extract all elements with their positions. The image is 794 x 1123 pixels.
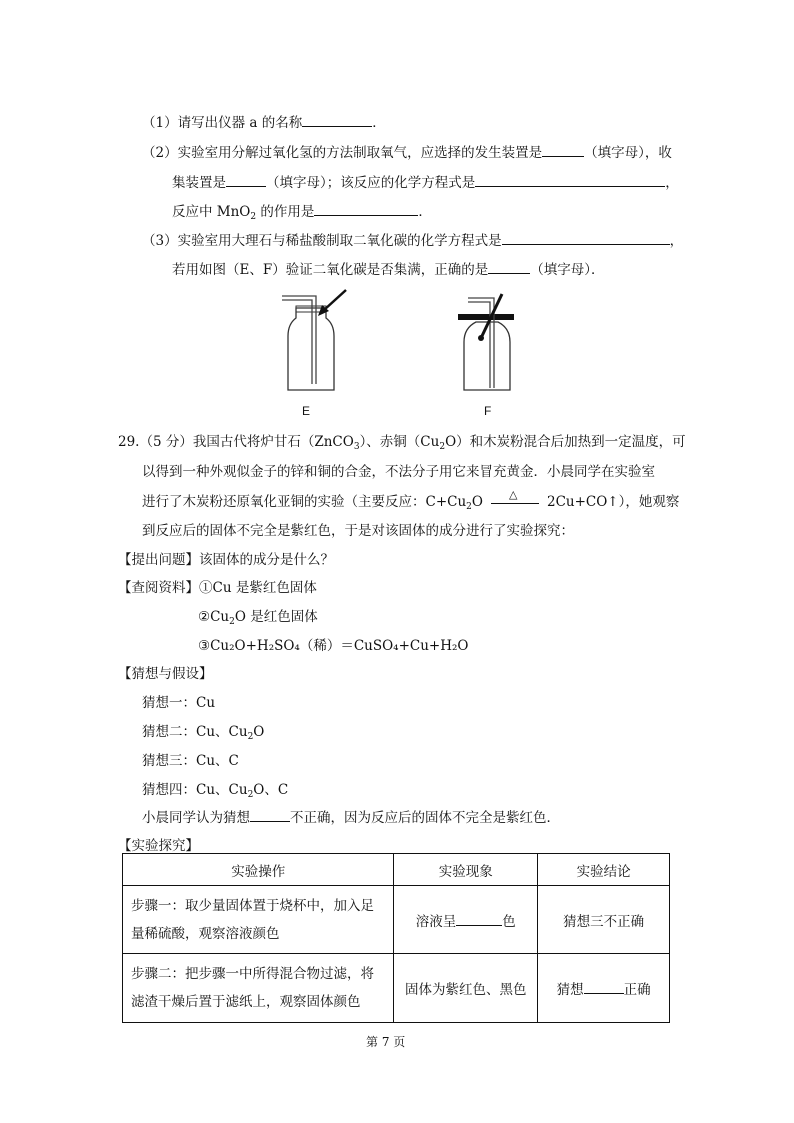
- q28-part2-line1: （2）实验室用分解过氧化氢的方法制取氧气，应选择的发生装置是 （填字母），收: [142, 141, 672, 161]
- q29-line1: 29.（5 分）我国古代将炉甘石（ZnCO$_3$）、赤铜$(Cu_2O)$和木炭粉混合后加热到一定温度，可: [118, 434, 686, 452]
- experiment-table: [122, 853, 670, 1023]
- reference-heading: 【查阅资料】①Cu 是紫红色固体: [118, 580, 317, 596]
- hypothesis-3: 猜想三：Cu、C: [142, 753, 239, 769]
- table-cell-conclusion: 猜想 正确: [538, 954, 670, 1023]
- hypothesis-2: 猜想二：Cu、$Cu_2O$: [142, 724, 265, 742]
- table-cell-phenomenon: 溶液呈 色: [394, 886, 538, 954]
- gas-bottle-e-figure: [268, 288, 354, 396]
- answer-blank[interactable]: [502, 230, 670, 245]
- hypothesis-claim: 小晨同学认为猜想 不正确，因为反应后的固体不完全是紫红色．: [142, 806, 560, 826]
- heat-condition-symbol: △: [491, 494, 539, 508]
- table-cell-operation: 步骤二：把步骤一中所得混合物过滤，将 滤渣干燥后置于滤纸上，观察固体颜色: [123, 954, 394, 1023]
- q29-line2: 以得到一种外观似金子的锌和铜的合金，不法分子用它来冒充黄金．小晨同学在实验室: [142, 464, 655, 480]
- figure-label-f: F: [484, 404, 492, 418]
- hypothesis-1: 猜想一：Cu: [142, 695, 216, 711]
- hypothesis-4: 猜想四：Cu、$Cu_2O$、C: [142, 782, 289, 800]
- answer-blank[interactable]: [250, 807, 290, 822]
- answer-blank[interactable]: [456, 911, 502, 926]
- q28-part3-line1: （3）实验室用大理石与稀盐酸制取二氧化碳的化学方程式是 ，: [142, 229, 683, 249]
- answer-blank[interactable]: [302, 112, 372, 127]
- gas-bottle-f-figure: [452, 290, 524, 394]
- q29-line4: 到反应后的固体不完全是紫红色，于是对该固体的成分进行了实验探究：: [142, 523, 574, 539]
- answer-blank[interactable]: [314, 201, 418, 216]
- question-heading: 【提出问题】该固体的成分是什么？: [118, 552, 334, 568]
- table-header: 实验操作: [123, 854, 394, 886]
- table-cell-operation: 步骤一：取少量固体置于烧杯中，加入足 量稀硫酸，观察溶液颜色: [123, 886, 394, 954]
- table-header: 实验结论: [538, 854, 670, 886]
- table-header: 实验现象: [394, 854, 538, 886]
- experiment-heading: 【实验探究】: [118, 838, 199, 854]
- answer-blank[interactable]: [226, 172, 266, 187]
- table-header-row: [123, 854, 670, 886]
- q28-part1: （1）请写出仪器 a 的名称 ．: [142, 111, 386, 131]
- figure-label-e: E: [302, 404, 311, 418]
- answer-blank[interactable]: [584, 979, 624, 994]
- table-row: [123, 954, 670, 1023]
- page-number: 第 7 页: [366, 1035, 406, 1049]
- reference-item-3: ③Cu₂O+H₂SO₄（稀）＝CuSO₄+Cu+H₂O: [198, 638, 469, 654]
- q28-part2-line2: 集装置是 （填字母）；该反应的化学方程式是 ，: [172, 171, 679, 191]
- table-cell-conclusion: 猜想三不正确: [538, 886, 670, 954]
- reference-item-2: $②Cu_2O$ 是红色固体: [198, 609, 318, 627]
- table-row: [123, 886, 670, 954]
- hypothesis-heading: 【猜想与假设】: [118, 666, 213, 682]
- q28-part3-line2: 若用如图（E、F）验证二氧化碳是否集满，正确的是 （填字母）．: [172, 258, 604, 278]
- answer-blank[interactable]: [475, 172, 665, 187]
- answer-blank[interactable]: [542, 142, 584, 157]
- table-cell-phenomenon: 固体为紫红色、黑色: [394, 954, 538, 1023]
- q28-part2-line3: 反应中 MnO$_2$ 的作用是 ．: [172, 200, 432, 222]
- answer-blank[interactable]: [488, 259, 530, 274]
- q29-line3: 进行了木炭粉还原氧化亚铜的实验（主要反应：$C+Cu_2O$ △ 2Cu+CO↑），她观察: [142, 488, 680, 512]
